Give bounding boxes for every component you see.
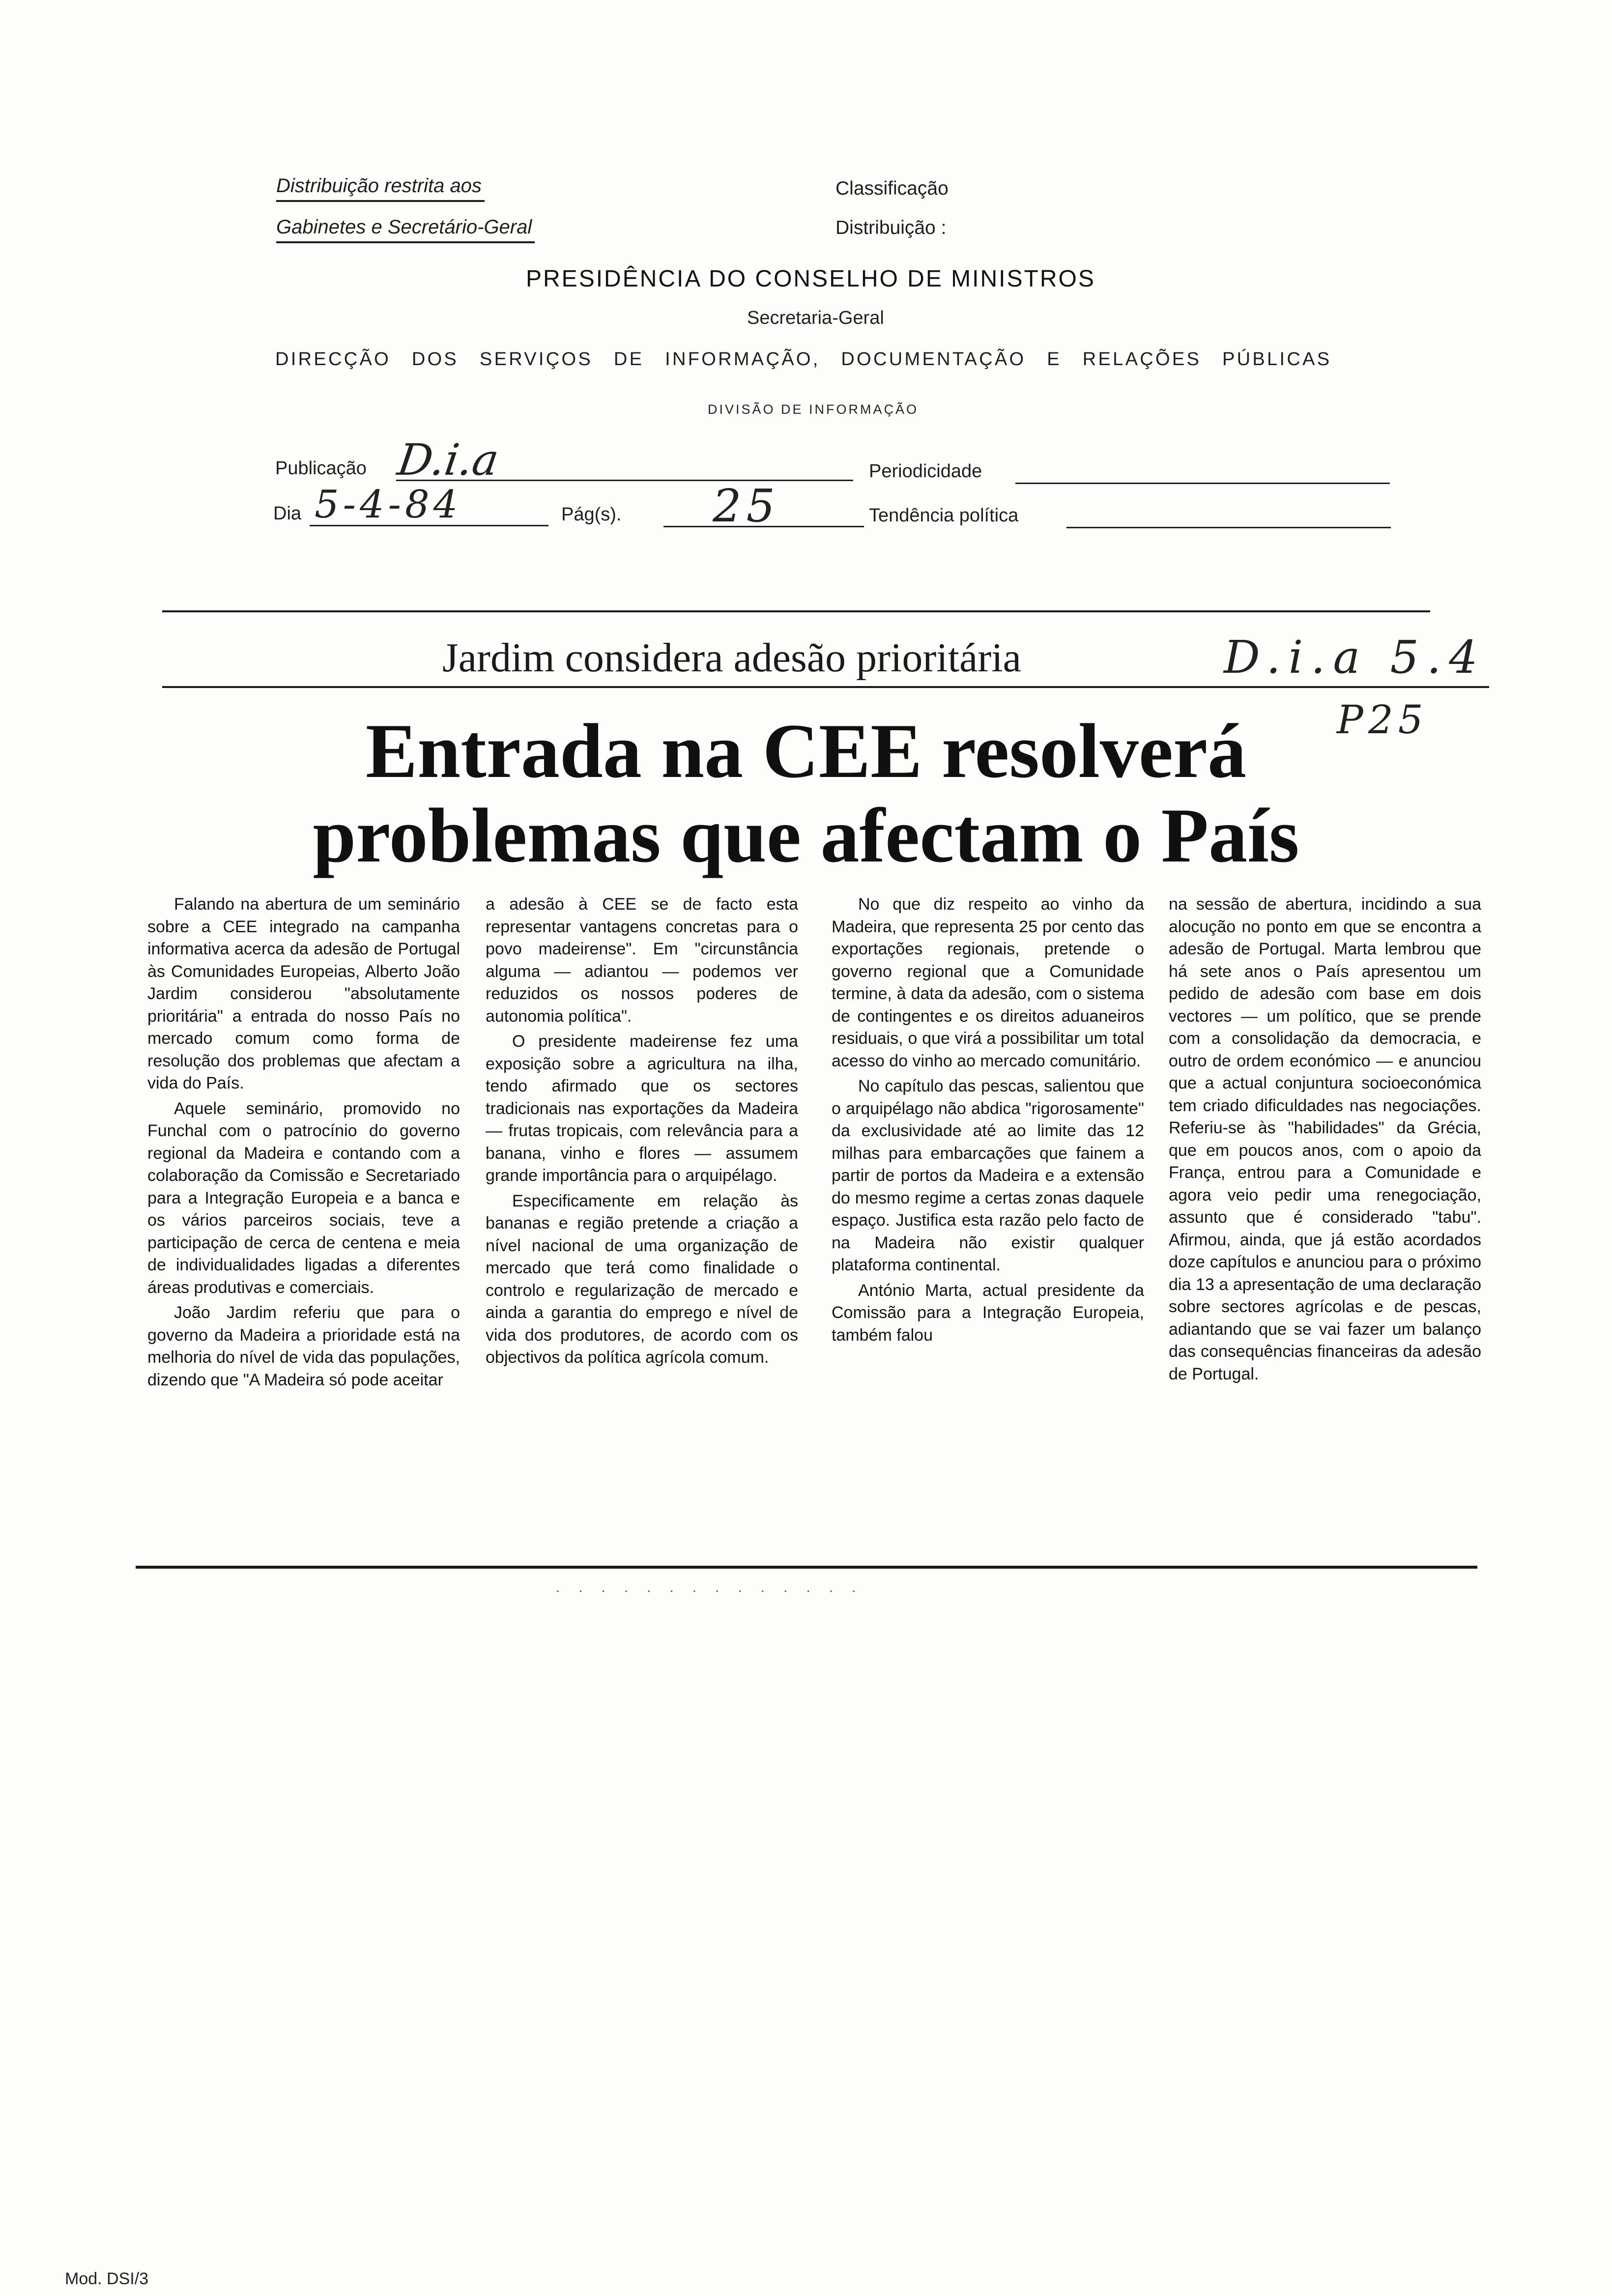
distribution-line-2: Gabinetes e Secretário-Geral [276, 216, 532, 238]
distribuicao-label: Distribuição : [835, 217, 947, 238]
article-kicker: Jardim considera adesão prioritária [442, 635, 1021, 681]
distribution-underline-1 [276, 200, 485, 202]
distribution-underline-2 [276, 241, 535, 243]
col3-paragraph-1: No que diz respeito ao vinho da Madeira, que representa 25 por cento das exportações regionais, pretende o governo regional que a Comunidade termine, à data da adesão, com o sistema de contingentes e os direitos aduaneiros residuais, o que virá a possibilitar um total acesso do vinho ao mercado comunitário. [832, 895, 1144, 1070]
publicacao-handwritten: D.i.a [394, 434, 502, 485]
pags-handwritten: 25 [713, 480, 780, 532]
article-column-3 [832, 893, 1144, 1552]
tendencia-label: Tendência política [869, 505, 1019, 526]
periodicidade-line [1015, 483, 1390, 484]
pags-label: Pág(s). [561, 504, 622, 525]
kicker-rule [162, 686, 1489, 688]
classificacao-label: Classificação [835, 178, 949, 199]
col1-paragraph-3: João Jardim referiu que para o governo da Madeira a prioridade está na melhoria do nível de vida das populações, dizendo que "A Madeira só pode aceitar [147, 1303, 460, 1389]
handwritten-note-page: P25 [1337, 697, 1428, 743]
article-column-2 [486, 893, 798, 1552]
dia-label: Dia [273, 503, 302, 524]
article-column-1 [147, 893, 460, 1552]
form-model-code: Mod. DSI/3 [65, 2269, 149, 2288]
periodicidade-label: Periodicidade [869, 461, 982, 482]
col2-paragraph-1: a adesão à CEE se de facto esta representar vantagens concretas para o povo madeirense". Em "circunstância alguma — adiantou — podemos ver reduzidos os nossos poderes de autonomia política". [486, 895, 798, 1026]
publicacao-label: Publicação [275, 458, 367, 479]
scan-noise: · · · · · · · · · · · · · · [555, 1582, 864, 1599]
bottom-rule [136, 1566, 1477, 1569]
col1-paragraph-2: Aquele seminário, promovido no Funchal com o patrocínio do governo regional da Madeira e contando com a colaboração da Comissão e Secretariado para a Integração Europeia e a banca e os vários parceiros sociais, teve a participação de cerca de centena e meia de individualidades ligadas a diferentes áreas produtivas e comerciais. [147, 1099, 460, 1297]
handwritten-note-date: D.i.a 5.4 [1224, 631, 1486, 684]
col2-paragraph-2: O presidente madeirense fez uma exposição sobre a agricultura na ilha, tendo afirmado que os sectores tradicionais nas exportações da Madeira — frutas tropicais, com relevância para a banana, vinho e flores — assumem grande importância para o arquipélago. [486, 1032, 798, 1185]
org-subtitle: Secretaria-Geral [747, 308, 884, 328]
headline-line-2: problemas que afectam o País [313, 793, 1299, 879]
headline-line-1: Entrada na CEE resolverá [365, 708, 1247, 794]
col3-paragraph-2: No capítulo das pescas, salientou que o arquipélago não abdica "rigorosamente" da exclusividade até ao limite das 12 milhas para embarcações que fainem a partir de portos da Madeira e a extensão do mesmo regime a certas zonas daquele espaço. Justifica esta razão pelo facto de na Madeira não existir qualquer plataforma continental. [832, 1077, 1144, 1274]
directorate-line: DIRECÇÃO DOS SERVIÇOS DE INFORMAÇÃO, DOCUMENTAÇÃO E RELAÇÕES PÚBLICAS [275, 349, 1332, 370]
distribution-line-1: Distribuição restrita aos [276, 175, 482, 197]
article-column-4 [1169, 893, 1481, 1552]
org-title: PRESIDÊNCIA DO CONSELHO DE MINISTROS [526, 266, 1095, 292]
tendencia-line [1066, 527, 1391, 528]
division-label: DIVISÃO DE INFORMAÇÃO [708, 402, 919, 417]
dia-handwritten: 5-4-84 [315, 483, 462, 527]
col4-paragraph-1: na sessão de abertura, incidindo a sua alocução no ponto em que se encontra a adesão de Portugal. Marta lembrou que há sete anos o País apresentou um pedido de adesão com base em dois vectores — um político, que se prende com a consolidação da democracia, e outro de ordem económico — e anunciou que a actual conjuntura socioeconómica tem criado dificuldades nas negociações. Referiu-se às "habilidades" da Grécia, que em poucos anos, com o apoio da França, entrou para a Comunidade e agora veio pedir uma renegociação, assunto que é considerado "tabu". Afirmou, ainda, que já estão acordados doze capítulos e anunciou para o próximo dia 13 a apresentação de uma declaração sobre sectores agrícolas e de pescas, adiantando que se vai fazer um balanço das consequências financeiras da adesão de Portugal. [1169, 895, 1481, 1383]
col3-paragraph-3: António Marta, actual presidente da Comissão para a Integração Europeia, também falou [832, 1281, 1144, 1345]
col1-paragraph-1: Falando na abertura de um seminário sobre a CEE integrado na campanha informativa acerca da adesão de Portugal às Comunidades Europeias, Alberto João Jardim considerou "absolutamente prioritária" a entrada do nosso País no mercado comum como forma de resolução dos problemas que afectam a vida do País. [147, 895, 460, 1092]
col2-paragraph-3: Especificamente em relação às bananas e região pretende a criação a nível nacional de uma organização de mercado que terá como finalidade o controlo e regularização de mercado e ainda a garantia do emprego e nível de vida dos produtores, de acordo com os objectivos da política agrícola comum. [486, 1191, 798, 1367]
top-rule [162, 610, 1430, 612]
